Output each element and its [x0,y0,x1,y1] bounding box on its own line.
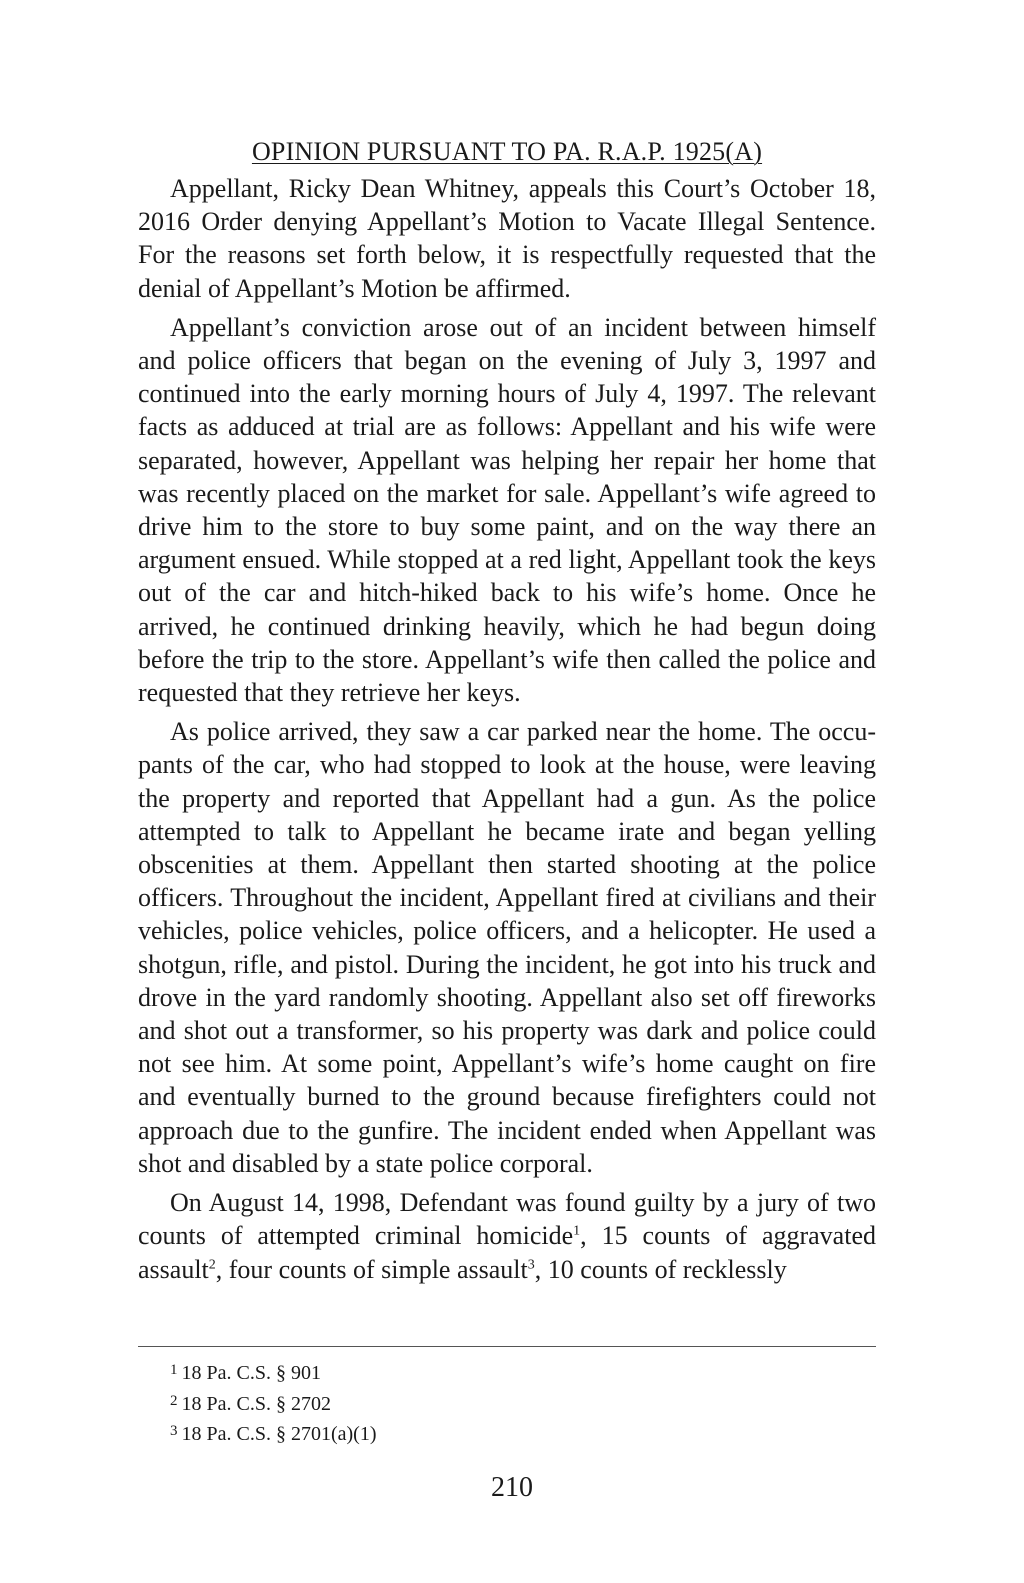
footnote-number: 2 [170,1392,178,1409]
footnote-ref-3: 3 [527,1256,535,1272]
paragraph-verdict [138,1186,876,1286]
footnote-text: 18 Pa. C.S. § 901 [181,1362,321,1384]
paragraph-appeal: Appellant, Ricky Dean Whitney, appeals this Court’s October 18, 2016 Order denying Appellant’s Motion to Vacate Illegal Sentence. For the reasons set forth below, it is respectfully requested that the denial of Appellant’s Motion be affirmed. [138,174,876,303]
paragraph-facts: Appellant’s conviction arose out of an incident between himself and police officers that began on the evening of July 3, 1997 and continued into the early morning hours of July 4, 1997. The relevant facts as adduced at trial are as follows: Appellant and his wife were separated, however, Appellant was helping her repair her home that was recently placed on the market for sale. Appellant’s wife agreed to drive him to the store to buy some paint, and on the way there an argument ensued. While stopped at a red light, Appellant took the keys out of the car and hitch-hiked back to his wife’s home. Once he arrived, he continued drinking heavily, which he had begun doing before the trip to the store. Appellant’s wife then called the police and requested that they retrieve her keys. [138,312,876,708]
paragraph-incident: As police arrived, they saw a car parked near the home. The occupants of the car, who had stopped to look at the house, were leaving the property and reported that Appellant had a gun. As the police attempted to talk to Appellant he became irate and began yelling obscenities at them. Appellant then started shooting at the police officers. Throughout the incident, Appellant fired at civilians and their vehicles, police vehicles, police officers, and a helicopter. He used a shotgun, rifle, and pistol. During the incident, he got into his truck and drove in the yard randomly shooting. Appellant also set off fireworks and shot out a transformer, so his property was dark and police could not see him. At some point, Appellant’s wife’s home caught on fire and eventually burned to the ground because firefighters could not approach due to the gunfire. The incident ended when Appellant was shot and disabled by a state police corporal. [138,717,876,1178]
footnotes [170,1357,870,1449]
verdict-text-b: , 15 counts of aggravated assault [138,1221,876,1284]
page-number: 210 [491,1472,533,1503]
footnote-number: 1 [170,1362,178,1378]
verdict-text-c: , four counts of simple assault [215,1254,528,1284]
page-body [138,132,876,1292]
footnote-item [170,1418,870,1449]
footnote-ref-2: 2 [208,1256,216,1272]
footnote-ref-1: 1 [573,1223,581,1239]
verdict-text-a: On August 14, 1998, Defendant was found guilty by a jury of two counts of attempted criminal homicide [138,1188,876,1251]
opinion-heading: OPINION PURSUANT TO PA. R.A.P. 1925(A) [251,137,763,166]
footnote-text: 18 Pa. C.S. § 2701(a)(1) [181,1423,377,1445]
footnote-divider [138,1346,876,1347]
footnote-text: 18 Pa. C.S. § 2702 [181,1392,331,1415]
footnote-item [170,1357,870,1388]
verdict-text-d: , 10 counts of recklessly [534,1254,787,1284]
footnote-number: 3 [170,1423,178,1439]
footnote-item [170,1388,870,1419]
